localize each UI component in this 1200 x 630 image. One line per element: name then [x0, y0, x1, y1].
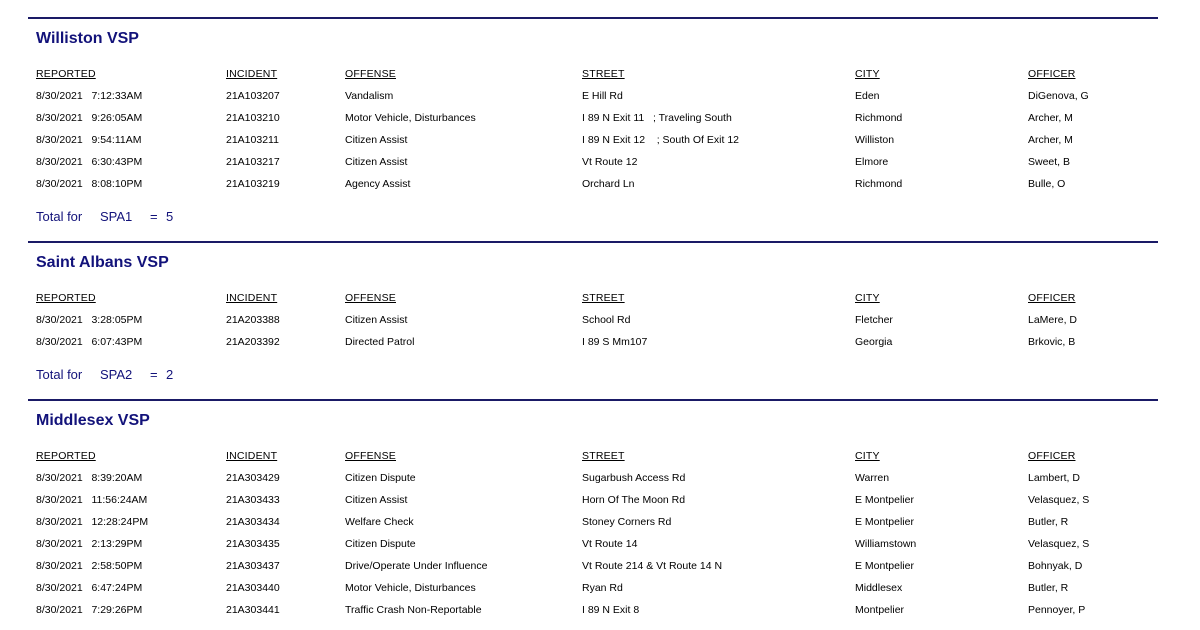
col-officer-header: OFFICER: [1028, 68, 1076, 80]
total-label: Total for: [36, 209, 83, 224]
cell-officer: Pennoyer, P: [1028, 604, 1086, 616]
cell-officer: LaMere, D: [1028, 314, 1078, 326]
cell-reported: 8/30/2021 11:56:24AM: [36, 494, 148, 506]
col-city-header: CITY: [855, 450, 880, 462]
section-williston: [28, 17, 1158, 229]
col-city-header: CITY: [855, 68, 880, 80]
cell-city: Warren: [855, 472, 890, 484]
cell-street: I 89 N Exit 11 ; Traveling South: [582, 112, 732, 124]
cell-offense: Welfare Check: [345, 516, 414, 528]
col-incident-header: INCIDENT: [226, 292, 278, 304]
total-count: 5: [166, 209, 174, 224]
cell-city: Montpelier: [855, 604, 905, 616]
section-total: [28, 205, 1158, 229]
cell-incident: 21A203392: [226, 336, 280, 348]
cell-offense: Citizen Assist: [345, 494, 408, 506]
cell-incident: 21A303437: [226, 560, 280, 572]
cell-street: I 89 N Exit 8: [582, 604, 640, 616]
table-row: [28, 309, 1158, 331]
cell-reported: 8/30/2021 6:07:43PM: [36, 336, 143, 348]
cell-reported: 8/30/2021 9:26:05AM: [36, 112, 143, 124]
col-reported-header: REPORTED: [36, 68, 96, 80]
table-row: [28, 173, 1158, 195]
col-offense-header: OFFENSE: [345, 450, 396, 462]
col-offense-header: OFFENSE: [345, 292, 396, 304]
section-saint-albans: [28, 241, 1158, 387]
cell-street: E Hill Rd: [582, 90, 623, 102]
cell-city: Williamstown: [855, 538, 917, 550]
cell-incident: 21A303434: [226, 516, 280, 528]
cell-reported: 8/30/2021 8:08:10PM: [36, 178, 143, 190]
cell-offense: Motor Vehicle, Disturbances: [345, 112, 476, 124]
cell-reported: 8/30/2021 3:28:05PM: [36, 314, 143, 326]
cell-street: Horn Of The Moon Rd: [582, 494, 686, 506]
cell-street: School Rd: [582, 314, 631, 326]
cell-city: Williston: [855, 134, 895, 146]
table-row: [28, 107, 1158, 129]
cell-city: E Montpelier: [855, 560, 914, 572]
cell-reported: 8/30/2021 2:13:29PM: [36, 538, 143, 550]
cell-offense: Traffic Crash Non-Reportable: [345, 604, 482, 616]
cell-offense: Agency Assist: [345, 178, 411, 190]
cell-incident: 21A103210: [226, 112, 280, 124]
cell-street: Vt Route 14: [582, 538, 638, 550]
col-city-header: CITY: [855, 292, 880, 304]
cell-incident: 21A203388: [226, 314, 280, 326]
cell-reported: 8/30/2021 12:28:24PM: [36, 516, 149, 528]
cell-incident: 21A103217: [226, 156, 280, 168]
cell-street: Vt Route 214 & Vt Route 14 N: [582, 560, 723, 572]
section-total: [28, 363, 1158, 387]
cell-street: I 89 S Mm107: [582, 336, 648, 348]
section-title: Saint Albans VSP: [36, 254, 169, 271]
section-title: Middlesex VSP: [36, 412, 150, 429]
total-count: 2: [166, 367, 174, 382]
cell-street: Ryan Rd: [582, 582, 623, 594]
cell-officer: Archer, M: [1028, 134, 1073, 146]
cell-reported: 8/30/2021 8:39:20AM: [36, 472, 143, 484]
total-code: SPA1: [100, 209, 133, 224]
cell-incident: 21A103207: [226, 90, 280, 102]
col-reported-header: REPORTED: [36, 292, 96, 304]
cell-offense: Citizen Assist: [345, 156, 408, 168]
cell-street: I 89 N Exit 12 ; South Of Exit 12: [582, 134, 739, 146]
cell-incident: 21A303441: [226, 604, 280, 616]
cell-reported: 8/30/2021 9:54:11AM: [36, 134, 142, 146]
cell-city: Richmond: [855, 178, 903, 190]
cell-city: Georgia: [855, 336, 893, 348]
cell-offense: Motor Vehicle, Disturbances: [345, 582, 476, 594]
cell-reported: 8/30/2021 2:58:50PM: [36, 560, 143, 572]
cell-officer: Brkovic, B: [1028, 336, 1076, 348]
col-reported-header: REPORTED: [36, 450, 96, 462]
section-middlesex: [28, 399, 1158, 621]
cell-offense: Citizen Assist: [345, 314, 408, 326]
cell-officer: Lambert, D: [1028, 472, 1080, 484]
table-row: [28, 85, 1158, 107]
cell-officer: Velasquez, S: [1028, 538, 1090, 550]
cell-city: Middlesex: [855, 582, 903, 594]
cell-reported: 8/30/2021 7:12:33AM: [36, 90, 143, 102]
cell-offense: Citizen Dispute: [345, 538, 416, 550]
table-row: [28, 331, 1158, 353]
cell-offense: Citizen Assist: [345, 134, 408, 146]
cell-city: Eden: [855, 90, 880, 102]
cell-incident: 21A303429: [226, 472, 280, 484]
cell-street: Vt Route 12: [582, 156, 638, 168]
cell-incident: 21A303435: [226, 538, 280, 550]
table-row: [28, 555, 1158, 577]
col-incident-header: INCIDENT: [226, 68, 278, 80]
table-row: [28, 511, 1158, 533]
column-header-row: [28, 445, 1158, 467]
table-row: [28, 489, 1158, 511]
table-row: [28, 599, 1158, 621]
cell-incident: 21A303440: [226, 582, 280, 594]
cell-street: Orchard Ln: [582, 178, 635, 190]
total-code: SPA2: [100, 367, 133, 382]
cell-city: Richmond: [855, 112, 903, 124]
cell-reported: 8/30/2021 6:47:24PM: [36, 582, 143, 594]
cell-officer: Butler, R: [1028, 582, 1069, 594]
table-row: [28, 533, 1158, 555]
col-officer-header: OFFICER: [1028, 292, 1076, 304]
column-header-row: [28, 63, 1158, 85]
cell-officer: DiGenova, G: [1028, 90, 1089, 102]
section-title: Williston VSP: [36, 30, 139, 47]
cell-offense: Vandalism: [345, 90, 394, 102]
cell-reported: 8/30/2021 6:30:43PM: [36, 156, 143, 168]
cell-offense: Directed Patrol: [345, 336, 415, 348]
col-officer-header: OFFICER: [1028, 450, 1076, 462]
table-row: [28, 577, 1158, 599]
table-row: [28, 129, 1158, 151]
total-equals: =: [150, 367, 158, 382]
table-row: [28, 467, 1158, 489]
cell-street: Sugarbush Access Rd: [582, 472, 686, 484]
cell-city: Elmore: [855, 156, 889, 168]
cell-offense: Drive/Operate Under Influence: [345, 560, 488, 572]
cell-officer: Archer, M: [1028, 112, 1073, 124]
cell-reported: 8/30/2021 7:29:26PM: [36, 604, 143, 616]
cell-officer: Sweet, B: [1028, 156, 1071, 168]
col-street-header: STREET: [582, 292, 625, 304]
cell-incident: 21A303433: [226, 494, 280, 506]
cell-officer: Velasquez, S: [1028, 494, 1090, 506]
total-label: Total for: [36, 367, 83, 382]
cell-offense: Citizen Dispute: [345, 472, 416, 484]
total-equals: =: [150, 209, 158, 224]
cell-incident: 21A103219: [226, 178, 280, 190]
cell-officer: Butler, R: [1028, 516, 1069, 528]
table-row: [28, 151, 1158, 173]
col-incident-header: INCIDENT: [226, 450, 278, 462]
cell-city: Fletcher: [855, 314, 893, 326]
col-street-header: STREET: [582, 68, 625, 80]
column-header-row: [28, 287, 1158, 309]
cell-officer: Bulle, O: [1028, 178, 1066, 190]
cell-incident: 21A103211: [226, 134, 279, 146]
cell-street: Stoney Corners Rd: [582, 516, 672, 528]
cell-officer: Bohnyak, D: [1028, 560, 1083, 572]
col-offense-header: OFFENSE: [345, 68, 396, 80]
cell-city: E Montpelier: [855, 494, 914, 506]
col-street-header: STREET: [582, 450, 625, 462]
cell-city: E Montpelier: [855, 516, 914, 528]
